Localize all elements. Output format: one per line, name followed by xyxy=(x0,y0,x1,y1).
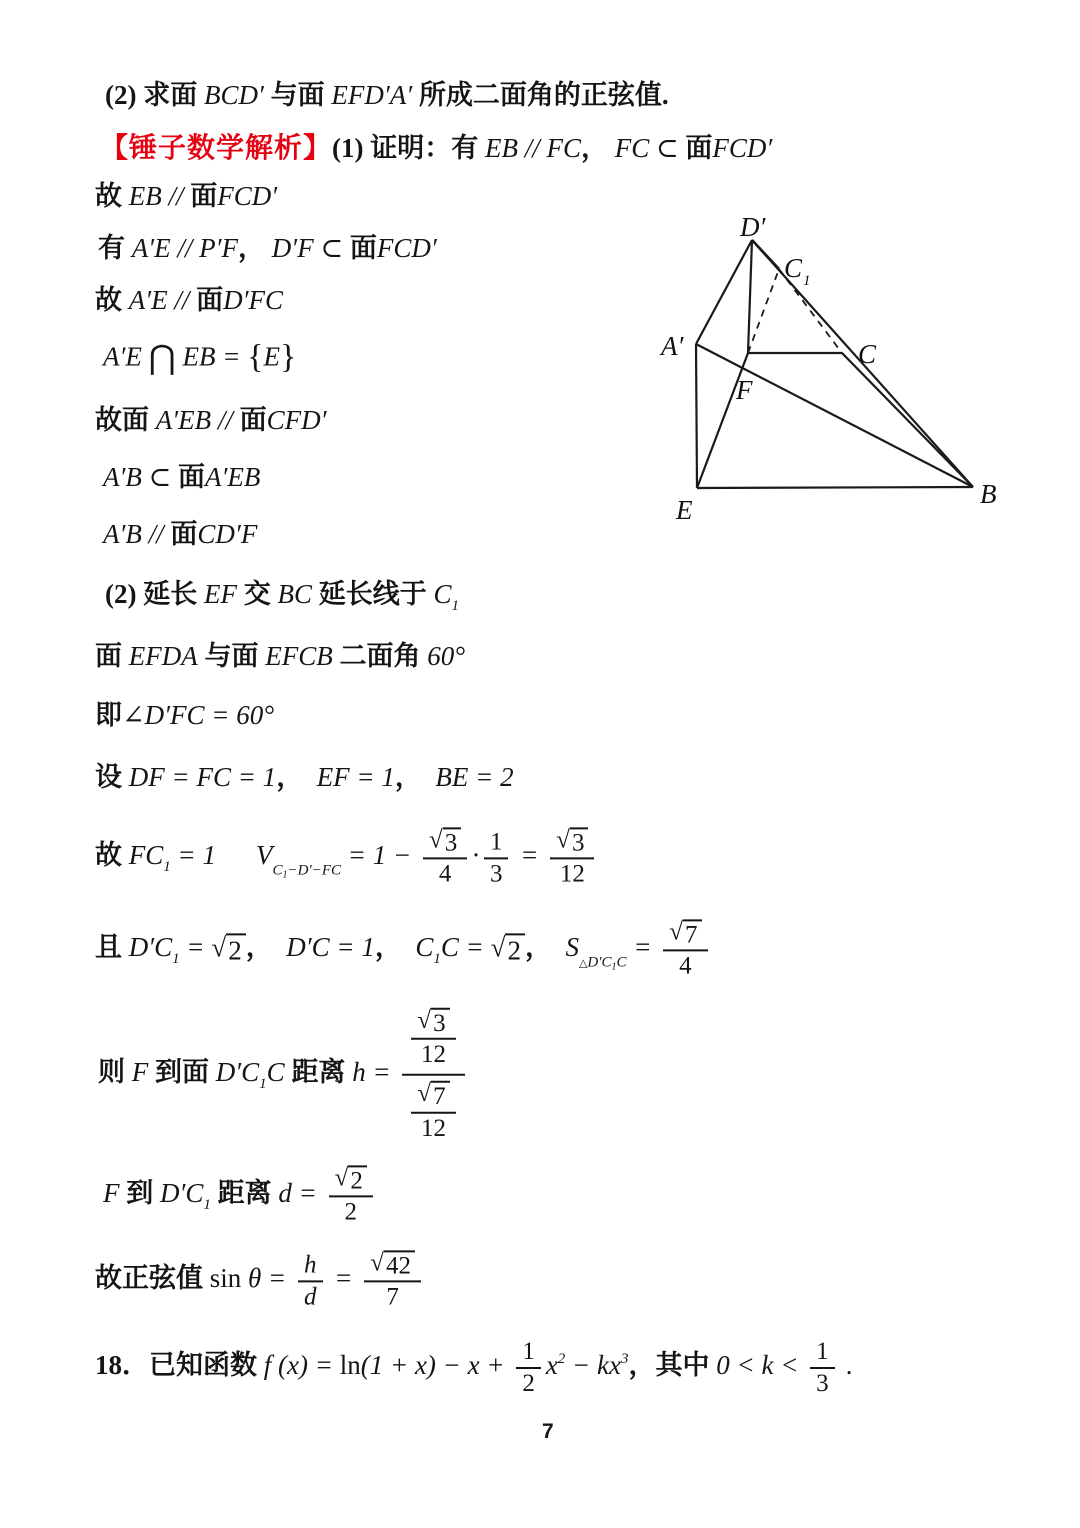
math-segment: D′FC xyxy=(223,285,284,316)
math-segment: A′B // xyxy=(103,519,171,550)
math-segment: 0 < k < xyxy=(716,1350,806,1381)
sqrt-radicand: 3 xyxy=(443,827,462,856)
math-segment: CD′F xyxy=(197,519,258,550)
comma: ， xyxy=(581,133,615,164)
sin-function: sin xyxy=(209,1263,242,1294)
fraction-denominator: 12 xyxy=(421,1114,447,1142)
edge-aprime-e xyxy=(696,344,697,488)
cjk-segment: 面 xyxy=(239,405,267,436)
cjk-segment: 到 xyxy=(119,1178,160,1209)
cjk-segment: 与面 xyxy=(263,80,332,111)
vertex-label-c: C xyxy=(858,339,877,369)
math-segment: D′C xyxy=(215,1057,260,1088)
fraction-numerator xyxy=(411,1008,455,1040)
triangle-symbol: △ xyxy=(578,957,588,970)
math-segment: E xyxy=(263,341,281,372)
cjk-segment: 即 xyxy=(95,700,122,731)
math-segment: θ = xyxy=(241,1263,293,1294)
math-segment: BC xyxy=(277,579,312,609)
cjk-segment: ，其中 xyxy=(628,1350,717,1381)
page-number: 7 xyxy=(542,1420,554,1443)
sqrt-sign: √ xyxy=(211,932,227,963)
fraction-denominator: 4 xyxy=(438,860,452,888)
math-segment: EFCB xyxy=(265,641,333,672)
sqrt-radicand: 3 xyxy=(570,827,589,856)
math-segment: C xyxy=(433,579,452,609)
vertex-label-d-prime: D′ xyxy=(740,212,766,242)
cjk-segment: (2) 延长 xyxy=(105,579,204,609)
math-segment: D′C = 1 xyxy=(286,932,375,963)
proof-line-7 xyxy=(103,518,257,552)
intersection-symbol: ⋂ xyxy=(148,340,176,377)
cjk-segment: 故 xyxy=(95,181,129,212)
sqrt-sign: √ xyxy=(417,1006,432,1034)
fraction xyxy=(329,1165,373,1226)
fraction xyxy=(810,1338,835,1398)
math-segment: D′C xyxy=(160,1178,204,1209)
math-segment: C xyxy=(415,932,434,963)
cjk-segment: 延长线于 xyxy=(312,579,434,609)
math-segment: = 1 − xyxy=(341,840,418,871)
sqrt-expression xyxy=(370,1250,415,1279)
math-segment: d = xyxy=(278,1178,324,1209)
sqrt-sign: √ xyxy=(429,826,443,854)
cjk-segment: 到面 xyxy=(148,1057,216,1088)
math-segment: A′E // P′F xyxy=(131,233,239,264)
cjk-segment: 已知函数 xyxy=(149,1350,264,1381)
multiply-dot: · xyxy=(472,840,479,871)
cjk-segment: 面 xyxy=(190,181,218,212)
math-segment: FCD′ xyxy=(217,181,278,212)
subscript: 1 xyxy=(259,1076,267,1093)
sqrt-sign: √ xyxy=(556,826,570,854)
fraction xyxy=(411,1008,455,1069)
math-segment: = xyxy=(179,932,212,963)
proof-line-1 xyxy=(95,180,277,214)
math-segment: FCD′ xyxy=(376,233,437,264)
comma: ， xyxy=(524,932,566,963)
subscript: 1 xyxy=(203,1197,211,1214)
vertex-label-b: B xyxy=(980,479,997,509)
part2-step-line xyxy=(105,578,459,614)
math-segment: FC ⊂ xyxy=(614,133,686,164)
cjk-segment: 故正弦值 xyxy=(95,1263,210,1294)
cjk-segment: (1) 证明：有 xyxy=(332,133,485,164)
math-segment: BCD′ xyxy=(203,80,264,111)
sine-result-line xyxy=(95,1250,426,1311)
sqrt-expression xyxy=(556,827,588,856)
math-segment: C xyxy=(266,1057,285,1088)
sqrt-sign: √ xyxy=(334,1164,349,1192)
sqrt-sign: √ xyxy=(417,1080,432,1107)
sqrt-radicand: 2 xyxy=(226,933,246,964)
problem-number: 18． xyxy=(95,1350,149,1381)
math-segment: DF = FC = 1 xyxy=(128,762,277,793)
math-segment: FCD′ xyxy=(712,133,773,164)
cjk-segment: 面 xyxy=(196,285,224,316)
sqrt-expression xyxy=(669,919,701,948)
math-segment: EF = 1 xyxy=(316,762,395,793)
cjk-segment: 距离 xyxy=(284,1057,353,1088)
math-segment: − kx xyxy=(565,1350,621,1381)
problem-18-line xyxy=(95,1338,853,1398)
cjk-segment: 设 xyxy=(95,762,129,793)
math-segment: . xyxy=(839,1350,854,1381)
geometry-figure xyxy=(630,198,1040,538)
math-segment: EFDA xyxy=(128,641,198,672)
question-part2-line xyxy=(105,79,669,113)
fraction-numerator xyxy=(423,827,467,859)
volume-subscript xyxy=(273,863,342,880)
fraction-numerator xyxy=(663,919,707,951)
subscript-part: D′C xyxy=(587,954,612,971)
lengths-area-line xyxy=(95,919,713,980)
cjk-segment: 有 xyxy=(98,233,132,264)
subscript-part: C xyxy=(616,954,627,971)
cjk-segment: 与面 xyxy=(197,641,266,672)
sqrt-expression xyxy=(211,933,245,964)
fraction xyxy=(298,1251,323,1311)
subscript-part: 1 xyxy=(611,961,617,973)
math-segment: BE = 2 xyxy=(435,762,514,793)
volume-line xyxy=(95,827,599,888)
math-segment: = 1 xyxy=(170,840,216,871)
edge-c-b xyxy=(842,353,973,487)
sqrt-sign: √ xyxy=(490,932,506,963)
fraction-denominator xyxy=(402,1076,464,1142)
edge-dprime-c1 xyxy=(752,240,779,269)
edge-dprime-f xyxy=(748,240,752,353)
fraction-denominator: 7 xyxy=(386,1283,399,1311)
fraction-numerator xyxy=(550,827,594,859)
sqrt-radicand: 2 xyxy=(348,1165,367,1194)
comma: ， xyxy=(245,932,287,963)
cjk-segment: 则 xyxy=(98,1057,132,1088)
vertex-label-c1: C xyxy=(784,253,803,283)
math-segment: D′F ⊂ xyxy=(271,233,350,264)
area-subscript xyxy=(579,955,627,972)
cjk-segment: 面 xyxy=(685,133,713,164)
math-segment: A′E xyxy=(103,341,149,372)
vertex-label-c1-sub: 1 xyxy=(803,273,811,289)
subscript-part: 1 xyxy=(282,869,288,881)
cjk-segment: 距离 xyxy=(210,1178,279,1209)
subscript-part: C xyxy=(272,862,283,879)
sqrt-expression xyxy=(417,1008,449,1037)
edge-e-f xyxy=(697,353,748,488)
proof-line-6 xyxy=(103,461,260,495)
edge-e-b xyxy=(697,487,973,488)
fraction-numerator: 1 xyxy=(516,1338,541,1369)
assumption-line xyxy=(95,761,514,795)
fraction-numerator: 1 xyxy=(484,828,509,859)
proof-line-2 xyxy=(98,232,437,266)
sqrt-expression xyxy=(429,827,461,856)
subscript: 1 xyxy=(433,951,441,968)
fraction-denominator: 12 xyxy=(559,860,585,888)
cjk-segment: 故 xyxy=(95,840,129,871)
math-segment: EFD′A′ xyxy=(331,80,413,111)
proof-line-3 xyxy=(95,284,283,318)
comma: ， xyxy=(238,233,272,264)
math-segment: = xyxy=(626,932,659,963)
subscript: 1 xyxy=(163,859,171,876)
fraction xyxy=(364,1250,421,1311)
fraction xyxy=(423,827,467,888)
subscript: 1 xyxy=(172,951,180,968)
fraction-denominator: 3 xyxy=(816,1370,829,1397)
superscript: 3 xyxy=(620,1351,629,1368)
fraction-denominator: 12 xyxy=(421,1041,447,1068)
sqrt-sign: √ xyxy=(669,918,684,946)
subscript: 1 xyxy=(451,598,460,614)
compound-fraction xyxy=(402,1008,464,1143)
math-segment: F xyxy=(103,1178,120,1209)
math-segment: F xyxy=(131,1057,149,1088)
sqrt-radicand: 2 xyxy=(505,933,525,964)
vertex-label-f: F xyxy=(736,375,753,405)
math-segment: EF xyxy=(203,579,237,609)
analysis-header-line xyxy=(100,130,772,166)
edge-dprime-aprime xyxy=(696,240,752,344)
math-segment: D′C xyxy=(128,932,173,963)
fraction-numerator xyxy=(364,1250,421,1282)
edge-aprime-b xyxy=(696,344,973,487)
fraction-numerator xyxy=(402,1008,464,1076)
fraction-denominator: 3 xyxy=(489,860,503,887)
math-segment: EB = xyxy=(175,341,248,372)
sqrt-sign: √ xyxy=(370,1249,384,1277)
math-segment: h = xyxy=(352,1057,398,1088)
subscript-part: −D′−FC xyxy=(287,862,342,879)
math-segment: CFD′ xyxy=(266,405,327,436)
superscript: 2 xyxy=(557,1351,566,1368)
comma: ， xyxy=(276,762,317,793)
math-segment: C = xyxy=(440,932,491,963)
math-segment: A′EB xyxy=(205,462,261,493)
vertex-label-e: E xyxy=(676,495,693,525)
math-segment: FC xyxy=(128,840,164,871)
comma: ， xyxy=(374,932,416,963)
cjk-segment: 交 xyxy=(236,579,278,609)
cjk-segment: 所成二面角的正弦值. xyxy=(412,80,669,111)
sqrt-radicand: 7 xyxy=(431,1081,450,1110)
sqrt-radicand: 42 xyxy=(384,1250,415,1279)
math-segment: = xyxy=(513,840,546,871)
cjk-segment: 面 xyxy=(95,641,129,672)
cjk-segment: 二面角 xyxy=(332,641,428,672)
math-segment: EB // FC xyxy=(485,133,581,164)
dashed-f-c1 xyxy=(748,269,779,353)
fraction-denominator: 4 xyxy=(679,952,692,980)
math-segment: ∠D′FC = 60° xyxy=(122,700,275,731)
ln-function: ln xyxy=(339,1350,361,1381)
right-brace: } xyxy=(280,338,297,376)
distance-h-line xyxy=(98,1008,470,1143)
math-segment: x xyxy=(545,1350,558,1381)
dihedral-angle-line xyxy=(95,640,465,674)
sqrt-radicand: 7 xyxy=(683,919,702,948)
math-segment: EB // xyxy=(128,181,191,212)
fraction xyxy=(484,828,509,888)
fraction-denominator: 2 xyxy=(522,1370,535,1397)
fraction-numerator: h xyxy=(298,1251,323,1282)
comma: ， xyxy=(394,762,436,793)
math-segment: A′EB // xyxy=(155,405,240,436)
cjk-segment: (2) 求面 xyxy=(105,80,204,111)
math-segment: f (x) = xyxy=(263,1350,340,1381)
cjk-segment: 面 xyxy=(178,462,206,493)
cjk-segment: 故面 xyxy=(95,405,156,436)
proof-line-5 xyxy=(95,404,327,438)
math-segment: S xyxy=(565,932,579,963)
fraction-denominator: d xyxy=(304,1283,317,1310)
math-segment: V xyxy=(256,840,273,871)
left-brace: { xyxy=(247,338,264,376)
math-segment: (1 + x) − x + xyxy=(360,1350,512,1381)
math-segment: A′E // xyxy=(128,285,197,316)
analysis-brand-tag: 【锤子数学解析】 xyxy=(100,132,333,164)
fraction xyxy=(663,919,707,980)
cjk-segment: 面 xyxy=(170,519,198,550)
cjk-segment: 且 xyxy=(95,932,129,963)
cjk-segment: 故 xyxy=(95,285,129,316)
fraction xyxy=(411,1081,455,1142)
proof-line-4-intersection xyxy=(103,336,296,379)
math-segment: = xyxy=(327,1263,360,1294)
sqrt-expression xyxy=(335,1165,367,1194)
cjk-segment: 面 xyxy=(349,233,377,264)
fraction-numerator: 1 xyxy=(810,1338,835,1369)
distance-d-line xyxy=(103,1165,378,1226)
fraction-denominator: 2 xyxy=(344,1198,358,1226)
fraction xyxy=(550,827,594,888)
angle-value-line xyxy=(95,699,274,733)
sqrt-expression xyxy=(417,1081,449,1110)
sqrt-radicand: 3 xyxy=(431,1008,450,1037)
fraction-numerator xyxy=(411,1081,455,1113)
figure-solid-edges xyxy=(696,240,973,488)
math-segment: A′B ⊂ xyxy=(103,462,179,493)
fraction xyxy=(516,1338,541,1398)
vertex-label-a-prime: A′ xyxy=(661,331,684,361)
math-segment: 60° xyxy=(427,641,466,672)
sqrt-expression xyxy=(491,933,525,964)
fraction-numerator xyxy=(329,1165,373,1197)
